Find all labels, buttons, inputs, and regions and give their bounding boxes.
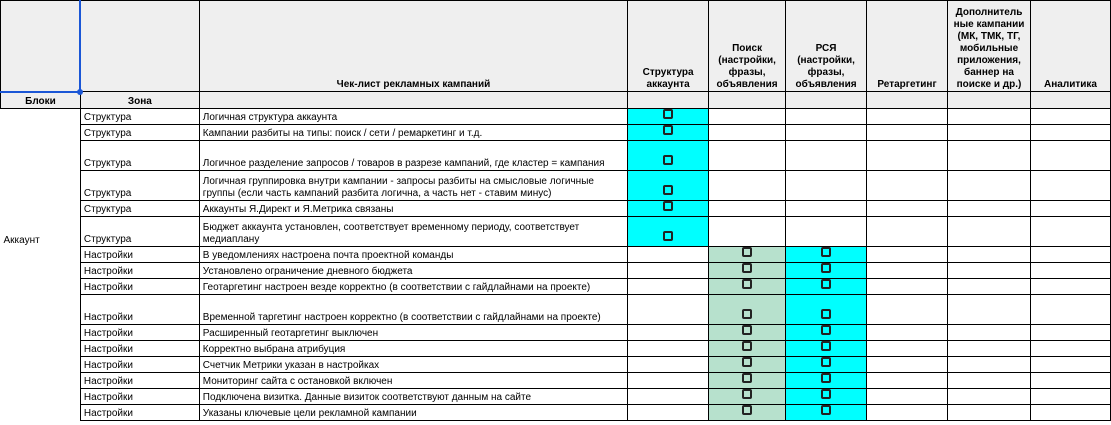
- header-search[interactable]: Поиск (настройки, фразы, объявления: [709, 1, 786, 92]
- checkbox[interactable]: [663, 231, 673, 241]
- rsya-cell[interactable]: [786, 263, 867, 279]
- search-cell[interactable]: [709, 109, 786, 125]
- retargeting-cell[interactable]: [867, 357, 948, 373]
- retargeting-cell[interactable]: [867, 171, 948, 201]
- zone-cell[interactable]: Настройки: [80, 247, 199, 263]
- checklist-item-cell[interactable]: Аккаунты Я.Директ и Я.Метрика связаны: [199, 201, 627, 217]
- checkbox[interactable]: [663, 109, 673, 119]
- extra-cell[interactable]: [948, 125, 1031, 141]
- table-row: [1, 141, 1111, 171]
- table-row: [1, 279, 1111, 295]
- zone-cell[interactable]: Структура: [80, 217, 199, 247]
- retargeting-cell[interactable]: [867, 341, 948, 357]
- search-cell[interactable]: [709, 357, 786, 373]
- extra-cell[interactable]: [948, 389, 1031, 405]
- table-row: [1, 341, 1111, 357]
- analytics-cell[interactable]: [1030, 295, 1110, 325]
- structure-cell[interactable]: [628, 125, 709, 141]
- checkbox[interactable]: [821, 389, 831, 399]
- header-extra-campaigns[interactable]: Дополнитель ные кампании (МК, ТМК, ТГ, мобильные приложения, баннер на поиске и др.): [948, 1, 1031, 92]
- extra-cell[interactable]: [948, 279, 1031, 295]
- search-cell[interactable]: [709, 341, 786, 357]
- header-checklist[interactable]: Чек-лист рекламных кампаний: [199, 1, 627, 92]
- structure-cell[interactable]: [628, 171, 709, 201]
- checkbox[interactable]: [742, 247, 752, 257]
- header-empty[interactable]: [1030, 92, 1110, 109]
- zone-cell[interactable]: Настройки: [80, 405, 199, 421]
- structure-cell[interactable]: [628, 247, 709, 263]
- zone-cell[interactable]: Настройки: [80, 373, 199, 389]
- retargeting-cell[interactable]: [867, 247, 948, 263]
- table-row: [1, 171, 1111, 201]
- analytics-cell[interactable]: [1030, 341, 1110, 357]
- extra-cell[interactable]: [948, 357, 1031, 373]
- header-empty[interactable]: [628, 92, 709, 109]
- checkbox[interactable]: [821, 263, 831, 273]
- rsya-cell[interactable]: [786, 171, 867, 201]
- checklist-item-cell[interactable]: Временной таргетинг настроен корректно (в соответствии с гайдлайнами на проекте): [199, 295, 627, 325]
- analytics-cell[interactable]: [1030, 247, 1110, 263]
- zone-cell[interactable]: Структура: [80, 141, 199, 171]
- analytics-cell[interactable]: [1030, 357, 1110, 373]
- zone-cell[interactable]: Структура: [80, 125, 199, 141]
- search-cell[interactable]: [709, 171, 786, 201]
- retargeting-cell[interactable]: [867, 217, 948, 247]
- extra-cell[interactable]: [948, 325, 1031, 341]
- checklist-item-cell[interactable]: Логичная структура аккаунта: [199, 109, 627, 125]
- analytics-cell[interactable]: [1030, 373, 1110, 389]
- checkbox[interactable]: [821, 341, 831, 351]
- extra-cell[interactable]: [948, 295, 1031, 325]
- zone-cell[interactable]: Структура: [80, 171, 199, 201]
- zone-cell[interactable]: Настройки: [80, 357, 199, 373]
- header-empty[interactable]: [948, 92, 1031, 109]
- search-cell[interactable]: [709, 325, 786, 341]
- block-cell[interactable]: Аккаунт: [1, 109, 81, 247]
- header-empty[interactable]: [786, 92, 867, 109]
- checkbox[interactable]: [663, 155, 673, 165]
- checkbox[interactable]: [742, 263, 752, 273]
- header-blank-blocks[interactable]: [1, 1, 81, 92]
- checklist-item-cell[interactable]: Мониторинг сайта с остановкой включен: [199, 373, 627, 389]
- rsya-cell[interactable]: [786, 405, 867, 421]
- analytics-cell[interactable]: [1030, 141, 1110, 171]
- extra-cell[interactable]: [948, 201, 1031, 217]
- rsya-cell[interactable]: [786, 357, 867, 373]
- rsya-cell[interactable]: [786, 295, 867, 325]
- retargeting-cell[interactable]: [867, 141, 948, 171]
- header-retargeting[interactable]: Ретаргетинг: [867, 1, 948, 92]
- analytics-cell[interactable]: [1030, 217, 1110, 247]
- checklist-item-cell[interactable]: Геотаргетинг настроен везде корректно (в соответствии с гайдлайнами на проекте): [199, 279, 627, 295]
- search-cell[interactable]: [709, 295, 786, 325]
- rsya-cell[interactable]: [786, 341, 867, 357]
- zone-cell[interactable]: Структура: [80, 201, 199, 217]
- extra-cell[interactable]: [948, 263, 1031, 279]
- header-blocks[interactable]: Блоки: [1, 92, 81, 109]
- structure-cell[interactable]: [628, 217, 709, 247]
- rsya-cell[interactable]: [786, 201, 867, 217]
- search-cell[interactable]: [709, 217, 786, 247]
- table-row: [1, 217, 1111, 247]
- rsya-cell[interactable]: [786, 247, 867, 263]
- checklist-item-cell[interactable]: Установлено ограничение дневного бюджета: [199, 263, 627, 279]
- checklist-item-cell[interactable]: Корректно выбрана атрибуция: [199, 341, 627, 357]
- search-cell[interactable]: [709, 247, 786, 263]
- search-cell[interactable]: [709, 141, 786, 171]
- checkbox[interactable]: [663, 201, 673, 211]
- table-row: [1, 125, 1111, 141]
- checkbox[interactable]: [821, 247, 831, 257]
- checkbox[interactable]: [821, 309, 831, 319]
- table-row: [1, 263, 1111, 279]
- checkbox[interactable]: [742, 389, 752, 399]
- header-rsya[interactable]: РСЯ (настройки, фразы, объявления: [786, 1, 867, 92]
- structure-cell[interactable]: [628, 325, 709, 341]
- checkbox[interactable]: [742, 373, 752, 383]
- search-cell[interactable]: [709, 405, 786, 421]
- checkbox[interactable]: [663, 125, 673, 135]
- table-row: [1, 247, 1111, 263]
- checklist-item-cell[interactable]: Указаны ключевые цели рекламной кампании: [199, 405, 627, 421]
- table-row: [1, 357, 1111, 373]
- retargeting-cell[interactable]: [867, 279, 948, 295]
- extra-cell[interactable]: [948, 341, 1031, 357]
- rsya-cell[interactable]: [786, 141, 867, 171]
- checkbox[interactable]: [742, 279, 752, 289]
- checkbox[interactable]: [821, 405, 831, 415]
- extra-cell[interactable]: [948, 373, 1031, 389]
- table-row: [1, 201, 1111, 217]
- table-row: [1, 389, 1111, 405]
- zone-cell[interactable]: Настройки: [80, 389, 199, 405]
- checklist-item-cell[interactable]: Логичная группировка внутри кампании - запросы разбиты на смысловые логичные группы (если часть кампаний разбита логична, а часть нет - ставим минус): [199, 171, 627, 201]
- structure-cell[interactable]: [628, 201, 709, 217]
- retargeting-cell[interactable]: [867, 263, 948, 279]
- structure-cell[interactable]: [628, 109, 709, 125]
- header-analytics[interactable]: Аналитика: [1030, 1, 1110, 92]
- rsya-cell[interactable]: [786, 279, 867, 295]
- analytics-cell[interactable]: [1030, 201, 1110, 217]
- structure-cell[interactable]: [628, 389, 709, 405]
- table-row: [1, 405, 1111, 421]
- checkbox[interactable]: [742, 341, 752, 351]
- search-cell[interactable]: [709, 201, 786, 217]
- header-blank-zone[interactable]: [80, 1, 199, 92]
- extra-cell[interactable]: [948, 247, 1031, 263]
- checklist-item-cell[interactable]: Логичное разделение запросов / товаров в разрезе кампаний, где кластер = кампания: [199, 141, 627, 171]
- zone-cell[interactable]: Настройки: [80, 263, 199, 279]
- structure-cell[interactable]: [628, 373, 709, 389]
- retargeting-cell[interactable]: [867, 373, 948, 389]
- checklist-item-cell[interactable]: Расширенный геотаргетинг выключен: [199, 325, 627, 341]
- search-cell[interactable]: [709, 279, 786, 295]
- freeze-pane-horizontal-line[interactable]: [0, 91, 80, 93]
- analytics-cell[interactable]: [1030, 405, 1110, 421]
- zone-cell[interactable]: Настройки: [80, 279, 199, 295]
- structure-cell[interactable]: [628, 263, 709, 279]
- checklist-item-cell[interactable]: Бюджет аккаунта установлен, соответствует временному периоду, соответствует медиаплану: [199, 217, 627, 247]
- search-cell[interactable]: [709, 125, 786, 141]
- checklist-item-cell[interactable]: Кампании разбиты на типы: поиск / сети / ремаркетинг и т.д.: [199, 125, 627, 141]
- checklist-item-cell[interactable]: Счетчик Метрики указан в настройках: [199, 357, 627, 373]
- checkbox[interactable]: [663, 185, 673, 195]
- analytics-cell[interactable]: [1030, 279, 1110, 295]
- analytics-cell[interactable]: [1030, 125, 1110, 141]
- search-cell[interactable]: [709, 389, 786, 405]
- header-empty[interactable]: [867, 92, 948, 109]
- rsya-cell[interactable]: [786, 389, 867, 405]
- rsya-cell[interactable]: [786, 325, 867, 341]
- table-row: [1, 109, 1111, 125]
- analytics-cell[interactable]: [1030, 325, 1110, 341]
- checkbox[interactable]: [821, 373, 831, 383]
- analytics-cell[interactable]: [1030, 389, 1110, 405]
- header-empty[interactable]: [199, 92, 627, 109]
- freeze-pane-handle[interactable]: [77, 89, 83, 95]
- retargeting-cell[interactable]: [867, 389, 948, 405]
- extra-cell[interactable]: [948, 217, 1031, 247]
- retargeting-cell[interactable]: [867, 295, 948, 325]
- zone-cell[interactable]: Настройки: [80, 325, 199, 341]
- structure-cell[interactable]: [628, 141, 709, 171]
- retargeting-cell[interactable]: [867, 405, 948, 421]
- checkbox[interactable]: [742, 309, 752, 319]
- analytics-cell[interactable]: [1030, 109, 1110, 125]
- checklist-item-cell[interactable]: Подключена визитка. Данные визиток соответствуют данным на сайте: [199, 389, 627, 405]
- header-structure[interactable]: Структура аккаунта: [628, 1, 709, 92]
- structure-cell[interactable]: [628, 295, 709, 325]
- structure-cell[interactable]: [628, 279, 709, 295]
- search-cell[interactable]: [709, 373, 786, 389]
- freeze-pane-vertical-line[interactable]: [79, 0, 81, 92]
- header-zone[interactable]: Зона: [80, 92, 199, 109]
- zone-cell[interactable]: Настройки: [80, 341, 199, 357]
- retargeting-cell[interactable]: [867, 325, 948, 341]
- rsya-cell[interactable]: [786, 109, 867, 125]
- table-row: [1, 295, 1111, 325]
- analytics-cell[interactable]: [1030, 263, 1110, 279]
- checklist-item-cell[interactable]: В уведомлениях настроена почта проектной команды: [199, 247, 627, 263]
- checkbox[interactable]: [821, 279, 831, 289]
- extra-cell[interactable]: [948, 171, 1031, 201]
- zone-cell[interactable]: Структура: [80, 109, 199, 125]
- structure-cell[interactable]: [628, 405, 709, 421]
- retargeting-cell[interactable]: [867, 109, 948, 125]
- rsya-cell[interactable]: [786, 373, 867, 389]
- checkbox[interactable]: [821, 357, 831, 367]
- checkbox[interactable]: [742, 405, 752, 415]
- checkbox[interactable]: [742, 357, 752, 367]
- header-empty[interactable]: [709, 92, 786, 109]
- retargeting-cell[interactable]: [867, 125, 948, 141]
- rsya-cell[interactable]: [786, 125, 867, 141]
- block-cell[interactable]: [1, 247, 81, 421]
- extra-cell[interactable]: [948, 141, 1031, 171]
- checkbox[interactable]: [742, 325, 752, 335]
- extra-cell[interactable]: [948, 405, 1031, 421]
- retargeting-cell[interactable]: [867, 201, 948, 217]
- zone-cell[interactable]: Настройки: [80, 295, 199, 325]
- table-row: [1, 373, 1111, 389]
- structure-cell[interactable]: [628, 341, 709, 357]
- extra-cell[interactable]: [948, 109, 1031, 125]
- rsya-cell[interactable]: [786, 217, 867, 247]
- analytics-cell[interactable]: [1030, 171, 1110, 201]
- search-cell[interactable]: [709, 263, 786, 279]
- checkbox[interactable]: [821, 325, 831, 335]
- table-row: [1, 325, 1111, 341]
- structure-cell[interactable]: [628, 357, 709, 373]
